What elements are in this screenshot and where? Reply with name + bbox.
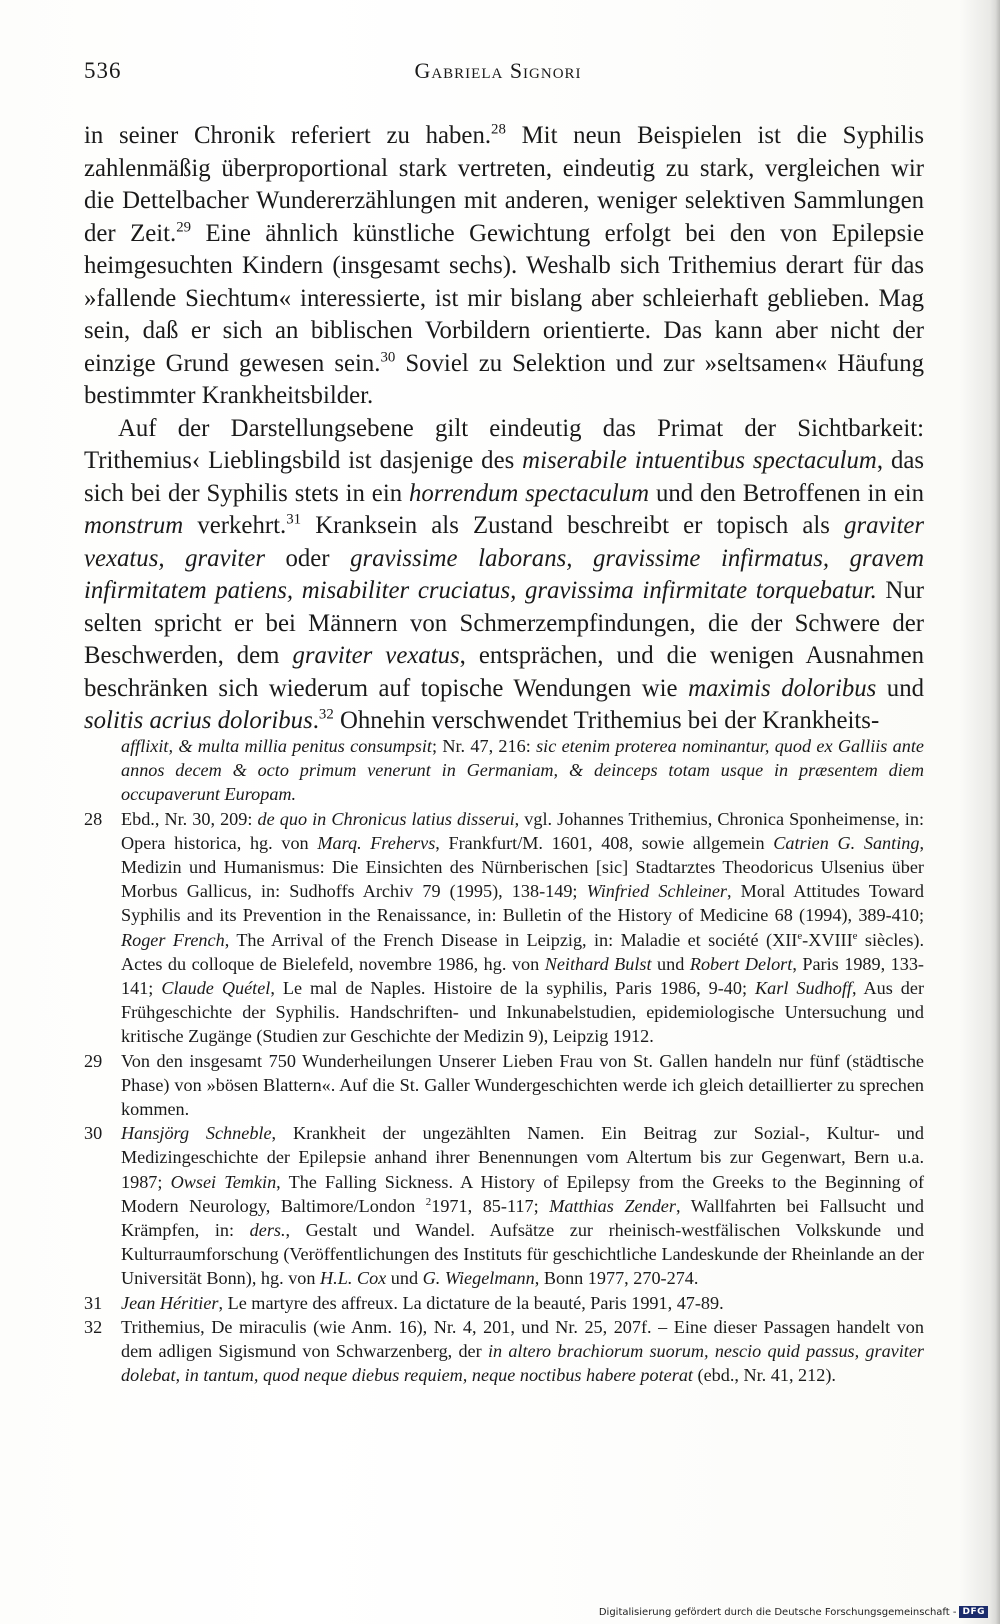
author-name: Winfried Schleiner xyxy=(586,881,728,902)
text-run: in seiner Chronik referiert zu haben. xyxy=(84,122,492,149)
text-run: , entsprächen, und die wenigen Ausnahmen beschränken sich wiederum auf topische Wendungen wie xyxy=(84,642,924,702)
text-run: , Krankheit der ungezählten Namen. Ein Beitrag zur Sozial-, Kultur- und Medizingeschichte der Epilepsie anhand ihrer Benennungen vom Altertum bis zur Gegenwart, Bern u.a. 1987; xyxy=(121,1123,924,1192)
latin-phrase: afflixit, & multa millia penitus consumpsit xyxy=(121,736,432,756)
text-run: , Aus der Frühgeschichte der Syphilis. Handschriften- und Inkunabelstudien, epidemiologische Untersuchung und kritische Zugänge (Studien zur Geschichte der Medizin 9), Leipzig 1912. xyxy=(121,978,925,1047)
author-name: Karl Sudhoff xyxy=(755,978,852,999)
latin-phrase: monstrum xyxy=(84,512,184,539)
author-name: Roger French xyxy=(121,929,225,950)
latin-phrase: graviter vexatus xyxy=(292,642,460,669)
author-name: G. Wiegelmann xyxy=(422,1268,535,1289)
latin-phrase: solitis acrius doloribus xyxy=(84,707,313,734)
author-name: Owsei Temkin xyxy=(170,1171,277,1192)
running-head: Gabriela Signori xyxy=(414,58,582,83)
page-header xyxy=(84,58,912,88)
text-run: , Bonn 1977, 270-274. xyxy=(534,1268,699,1289)
page-number: 536 xyxy=(84,58,122,83)
author-name: Matthias Zender xyxy=(549,1195,676,1216)
latin-phrase: miserabile intuentibus spectaculum xyxy=(522,447,877,474)
footnote-30 xyxy=(84,1121,924,1290)
author-name: Marq. Frehervs xyxy=(317,832,436,853)
footnote-number: 32 xyxy=(84,1316,103,1337)
credit-text: Digitalisierung gefördert durch die Deutsche Forschungsgemeinschaft - xyxy=(598,1606,957,1618)
text-run: Mit neun Beispielen ist die Syphilis zahlenmäßig überproportional stark vertreten, eindeutig zu stark, vergleichen wir die Dettelbacher Wundererzählungen mit anderen, weniger selektiven Sammlungen der Zeit. xyxy=(84,122,924,247)
text-run: Ohnehin verschwendet Trithemius bei der Krankheits- xyxy=(333,707,880,734)
latin-phrase: maximis doloribus xyxy=(688,674,877,702)
author-name: Jean Héritier xyxy=(121,1292,219,1313)
footnote-text xyxy=(121,1121,924,1290)
text-run: , The Arrival of the French Disease in Leipzig, in: Maladie et société (XII xyxy=(224,929,798,950)
text-run: Soviel zu Selektion und zur »seltsamen« Häufung bestimmter Krankheitsbilder. xyxy=(84,349,924,409)
paragraph-2 xyxy=(84,413,924,738)
text-run: , Medizin und Humanismus: Die Einsichten des Nürnberischen [sic] Stadtarztes Theodoricus Ulsenius über Morbus Gallicus, in: Sudhoffs Archiv 79 (1995), 138-149; xyxy=(121,832,924,902)
text-run: , Gestalt und Wandel. Aufsätze zur rheinisch-westfälischen Volkskunde und Kulturraumforschung (Veröffentlichungen des Instituts für geschichtliche Landeskunde der Rheinlande an der Universität Bonn), hg. von xyxy=(121,1220,924,1289)
footnote-ref-32: 32 xyxy=(318,706,334,723)
text-run: und xyxy=(651,953,690,974)
superscript: 2 xyxy=(425,1195,432,1208)
paragraph-1 xyxy=(84,120,924,413)
text-run: , Moral Attitudes Toward Syphilis and its Prevention in the Renaissance, in: Bulletin of the History of Medicine 68 (1994), 389-410; xyxy=(121,881,924,926)
footnote-ref-29: 29 xyxy=(176,219,192,236)
footnote-number: 29 xyxy=(84,1050,103,1071)
footnote-text xyxy=(121,1315,924,1388)
text-run: und xyxy=(876,674,925,702)
footnote-text: Von den insgesamt 750 Wunderheilungen Unserer Lieben Frau von St. Gallen handeln nur fünf (städtische Phase) von »bösen Blattern«. Auf die St. Galler Wundergeschichten werde ich gleich detaillierter zu sprechen kommen. xyxy=(121,1050,924,1120)
text-run: , Wallfahrten bei Fallsucht und Krämpfen, in: xyxy=(121,1195,924,1241)
text-run: , Frankfurt/M. 1601, 408, sowie allgemein xyxy=(435,832,774,853)
footnote-number: 31 xyxy=(84,1292,103,1313)
footnote-text xyxy=(121,807,924,1049)
text-run: und den Betroffenen in ein xyxy=(649,479,925,507)
text-run: ; Nr. 47, 216: xyxy=(431,736,537,756)
main-text xyxy=(84,120,924,738)
latin-phrase: sic etenim proterea nominantur, quod ex Galliis ante annos decem & octo primum venerunt in Germaniam, & deinceps totam usque in præsentem diem occupaverunt Europam. xyxy=(121,736,924,805)
footnote-28 xyxy=(84,807,924,1049)
text-run: , Le martyre des affreux. La dictature de la beauté, Paris 1991, 47-89. xyxy=(218,1292,724,1313)
text-run: , vgl. Johannes Trithemius, Chronica Sponheimense, in: Opera historica, hg. von xyxy=(121,808,924,853)
digitization-credit xyxy=(599,1606,988,1618)
author-name: Neithard Bulst xyxy=(544,953,652,974)
text-run: siècles). Actes du colloque de Bielefeld, novembre 1986, hg. von xyxy=(121,929,924,974)
text-run: oder xyxy=(264,544,351,572)
latin-phrase: horrendum spectaculum xyxy=(408,479,650,507)
footnote-text xyxy=(121,1291,924,1315)
footnote-number: 28 xyxy=(84,808,103,829)
author-name: Robert Delort xyxy=(689,953,793,974)
latin-phrase: in altero brachiorum suorum, nescio quid passus, graviter dolebat, in tantum, quod neque diebus requiem, neque noctibus habere poterat xyxy=(121,1341,924,1386)
text-run: Kranksein als Zustand beschreibt er topisch als xyxy=(301,512,845,539)
text-run: 1971, 85-117; xyxy=(431,1195,550,1216)
footnotes xyxy=(84,734,924,1387)
author-name: ders. xyxy=(249,1220,286,1241)
footnote-31 xyxy=(84,1291,924,1315)
footnote-continuation xyxy=(121,734,924,807)
text-run: Ebd., Nr. 30, 209: xyxy=(121,808,258,829)
dfg-logo: DFG xyxy=(959,1606,988,1618)
text-run: , Le mal de Naples. Histoire de la syphilis, Paris 1986, 9-40; xyxy=(270,978,756,999)
footnote-ref-30: 30 xyxy=(380,349,396,366)
text-run: verkehrt. xyxy=(183,512,287,539)
text-run: Eine ähnlich künstliche Gewichtung erfolgt bei den von Epilepsie heimgesuchten Kindern (insgesamt sechs). Weshalb sich Trithemius derart für das »fallende Siechtum« interessierte, ist mir bislang aber schleierhaft geblieben. Mag sein, daß er sich an biblischen Vorbildern orientierte. Das kann aber nicht der einzige Grund gewesen sein. xyxy=(84,219,924,377)
footnote-ref-31: 31 xyxy=(286,511,302,528)
author-name: Claude Quétel xyxy=(161,978,271,999)
text-run: Auf der Darstellungsebene gilt eindeutig das Primat der Sichtbarkeit: Trithemius‹ Lieblingsbild ist dasjenige des xyxy=(84,414,924,474)
author-name: H.L. Cox xyxy=(320,1268,387,1289)
latin-phrase: graviter vexatus, graviter xyxy=(84,512,924,572)
author-name: Catrien G. Santing xyxy=(773,832,920,853)
text-run: , das sich bei der Syphilis stets in ein xyxy=(84,447,924,507)
text-run: , The Falling Sickness. A History of Epilepsy from the Greeks to the Beginning of Modern Neurology, Baltimore/London xyxy=(121,1171,924,1216)
superscript: e xyxy=(852,929,858,942)
author-name: Hansjörg Schneble xyxy=(121,1123,272,1144)
text-run: Nur selten spricht er bei Männern von Schmerzempfindungen, die der Schwere der Beschwerden, dem xyxy=(84,577,924,669)
footnote-32 xyxy=(84,1315,924,1388)
superscript: e xyxy=(797,929,803,942)
footnote-29 xyxy=(84,1049,924,1122)
footnote-number: 30 xyxy=(84,1123,103,1144)
text-run: , Paris 1989, 133-141; xyxy=(121,953,924,999)
text-run: -XVIII xyxy=(802,929,853,950)
text-run: (ebd., Nr. 41, 212). xyxy=(692,1365,836,1386)
page-edge-shadow xyxy=(996,0,1000,1624)
text-run: und xyxy=(386,1268,423,1289)
latin-phrase: de quo in Chronicus latius disserui xyxy=(257,808,515,829)
footnote-ref-28: 28 xyxy=(491,121,506,138)
latin-phrase: gravissime laborans, gravissime infirmatus, gravem infirmitatem patiens, misabiliter cruciatus, gravissima infirmitate torquebatur. xyxy=(84,544,924,604)
text-run: . xyxy=(312,707,319,734)
text-run: Trithemius, De miraculis (wie Anm. 16), Nr. 4, 201, und Nr. 25, 207f. – Eine dieser Passagen handelt von dem adligen Sigismund von Schwarzenberg, der xyxy=(121,1316,924,1362)
